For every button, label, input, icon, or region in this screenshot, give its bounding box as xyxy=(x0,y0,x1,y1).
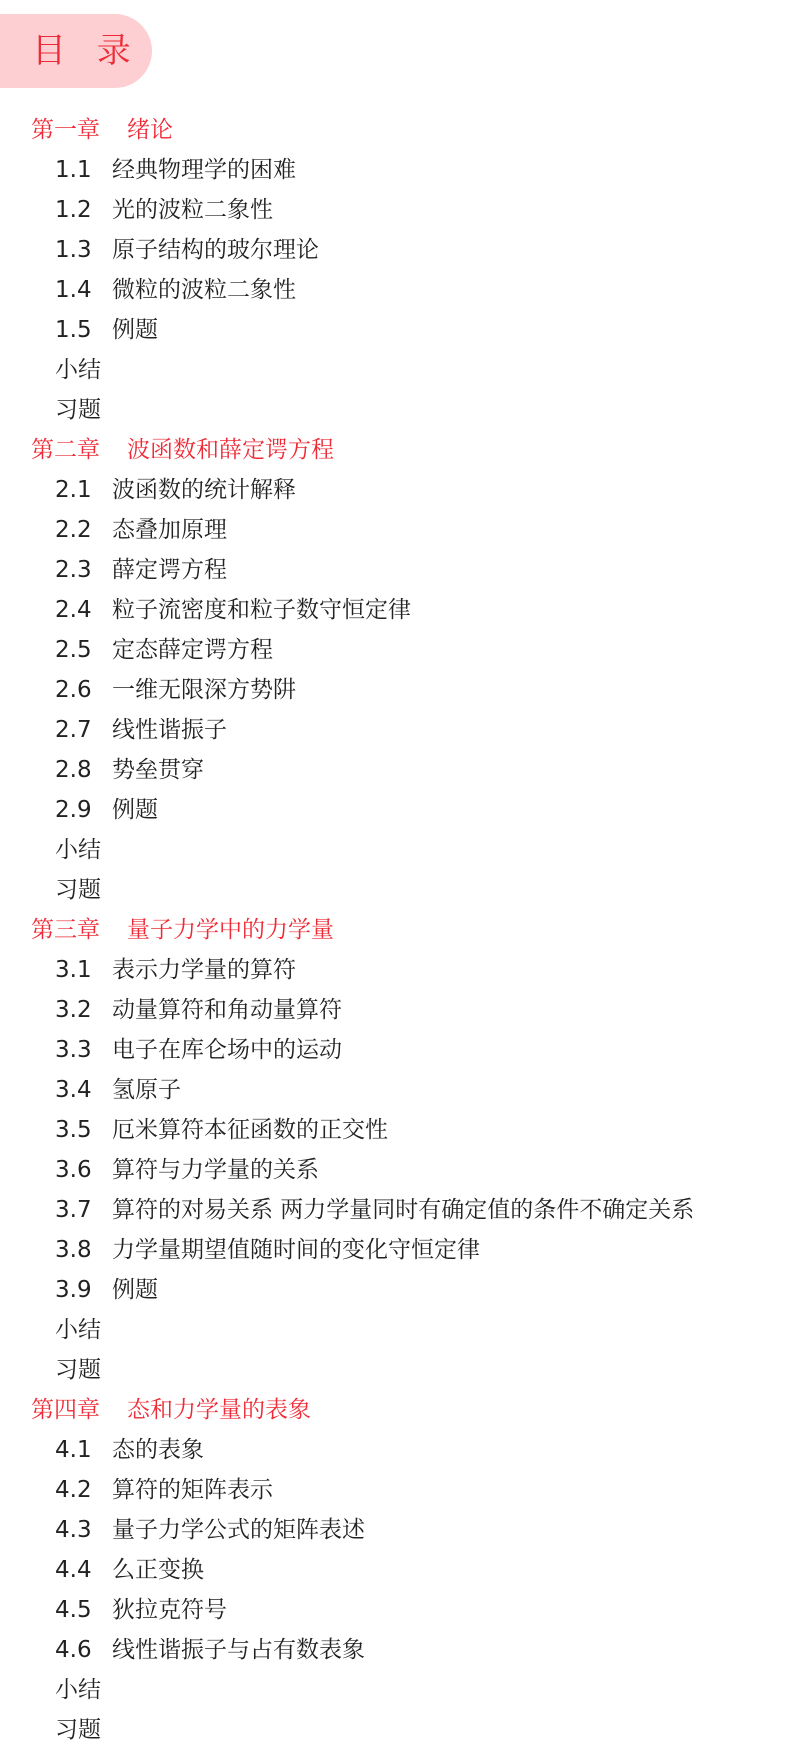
table-of-contents xyxy=(0,110,790,1750)
section-title: 原子结构的玻尔理论 xyxy=(112,237,319,263)
section-title: 定态薛定谔方程 xyxy=(112,637,273,663)
toc-entry[interactable] xyxy=(0,790,790,830)
toc-entry[interactable] xyxy=(0,350,790,390)
section-number: 3.5 xyxy=(55,1117,92,1143)
section-title: 算符与力学量的关系 xyxy=(112,1157,319,1183)
section-number: 4.3 xyxy=(55,1517,92,1543)
section-number: 3.3 xyxy=(55,1037,92,1063)
toc-entry[interactable] xyxy=(0,870,790,910)
section-number: 2.3 xyxy=(55,557,92,583)
section-number: 1.1 xyxy=(55,157,92,183)
section-title: 一维无限深方势阱 xyxy=(112,677,296,703)
section-number: 4.1 xyxy=(55,1437,92,1463)
section-title: 粒子流密度和粒子数守恒定律 xyxy=(112,597,411,623)
section-title: 例题 xyxy=(112,1277,158,1303)
section-number: 4.2 xyxy=(55,1477,92,1503)
chapter-title: 量子力学中的力学量 xyxy=(127,917,334,943)
section-title: 势垒贯穿 xyxy=(112,757,204,783)
section-title: 电子在库仑场中的运动 xyxy=(112,1037,342,1063)
section-number: 3.6 xyxy=(55,1157,92,1183)
chapter-label: 第四章 xyxy=(31,1397,100,1423)
section-number: 3.8 xyxy=(55,1237,92,1263)
section-number: 4.5 xyxy=(55,1597,92,1623)
section-number: 2.8 xyxy=(55,757,92,783)
chapter-title: 绪论 xyxy=(127,117,173,143)
toc-entry[interactable] xyxy=(0,750,790,790)
section-title: 线性谐振子 xyxy=(112,717,227,743)
section-title: 习题 xyxy=(55,397,101,423)
section-title: 小结 xyxy=(55,837,101,863)
section-title: 表示力学量的算符 xyxy=(112,957,296,983)
chapter-label: 第二章 xyxy=(31,437,100,463)
section-number: 3.9 xyxy=(55,1277,92,1303)
section-number: 1.2 xyxy=(55,197,92,223)
toc-entry[interactable] xyxy=(0,550,790,590)
chapter-title: 波函数和薛定谔方程 xyxy=(127,437,334,463)
section-number: 2.1 xyxy=(55,477,92,503)
toc-entry[interactable] xyxy=(0,310,790,350)
chapter-heading[interactable] xyxy=(0,1390,790,1430)
toc-entry[interactable] xyxy=(0,830,790,870)
toc-entry[interactable] xyxy=(0,990,790,1030)
section-title: 习题 xyxy=(55,1357,101,1383)
toc-entry[interactable] xyxy=(0,1710,790,1750)
section-title: 例题 xyxy=(112,317,158,343)
section-number: 2.6 xyxy=(55,677,92,703)
chapter-heading[interactable] xyxy=(0,110,790,150)
toc-entry[interactable] xyxy=(0,1430,790,1470)
section-number: 2.5 xyxy=(55,637,92,663)
toc-entry[interactable] xyxy=(0,1550,790,1590)
toc-entry[interactable] xyxy=(0,1230,790,1270)
section-title: 波函数的统计解释 xyxy=(112,477,296,503)
section-title: 小结 xyxy=(55,1317,101,1343)
chapter-title: 态和力学量的表象 xyxy=(127,1397,311,1423)
section-title: 例题 xyxy=(112,797,158,823)
section-title: 狄拉克符号 xyxy=(112,1597,227,1623)
toc-entry[interactable] xyxy=(0,630,790,670)
section-title: 么正变换 xyxy=(112,1557,204,1583)
section-title: 态叠加原理 xyxy=(112,517,227,543)
toc-entry[interactable] xyxy=(0,1110,790,1150)
toc-entry[interactable] xyxy=(0,150,790,190)
chapter-heading[interactable] xyxy=(0,430,790,470)
section-title: 线性谐振子与占有数表象 xyxy=(112,1637,365,1663)
section-title: 经典物理学的困难 xyxy=(112,157,296,183)
toc-entry[interactable] xyxy=(0,510,790,550)
toc-entry[interactable] xyxy=(0,470,790,510)
toc-entry[interactable] xyxy=(0,1030,790,1070)
chapter-heading[interactable] xyxy=(0,910,790,950)
section-number: 2.9 xyxy=(55,797,92,823)
section-title: 算符的矩阵表示 xyxy=(112,1477,273,1503)
section-number: 2.7 xyxy=(55,717,92,743)
section-title: 习题 xyxy=(55,1717,101,1743)
section-title: 厄米算符本征函数的正交性 xyxy=(112,1117,388,1143)
toc-entry[interactable] xyxy=(0,1310,790,1350)
section-title: 光的波粒二象性 xyxy=(112,197,273,223)
toc-entry[interactable] xyxy=(0,230,790,270)
toc-entry[interactable] xyxy=(0,950,790,990)
section-number: 1.3 xyxy=(55,237,92,263)
section-number: 3.1 xyxy=(55,957,92,983)
chapter-label: 第一章 xyxy=(31,117,100,143)
section-title: 态的表象 xyxy=(112,1437,204,1463)
section-number: 2.2 xyxy=(55,517,92,543)
section-number: 1.5 xyxy=(55,317,92,343)
toc-entry[interactable] xyxy=(0,1190,790,1230)
toc-entry[interactable] xyxy=(0,1350,790,1390)
toc-header-tab xyxy=(0,14,152,88)
chapter-label: 第三章 xyxy=(31,917,100,943)
toc-entry[interactable] xyxy=(0,190,790,230)
section-number: 2.4 xyxy=(55,597,92,623)
toc-title: 目 录 xyxy=(32,31,141,71)
toc-entry[interactable] xyxy=(0,1590,790,1630)
toc-entry[interactable] xyxy=(0,1470,790,1510)
section-number: 3.4 xyxy=(55,1077,92,1103)
toc-entry[interactable] xyxy=(0,1070,790,1110)
section-number: 4.4 xyxy=(55,1557,92,1583)
section-title: 习题 xyxy=(55,877,101,903)
section-number: 3.7 xyxy=(55,1197,92,1223)
section-title: 算符的对易关系 两力学量同时有确定值的条件不确定关系 xyxy=(112,1197,695,1223)
section-title: 微粒的波粒二象性 xyxy=(112,277,296,303)
section-title: 量子力学公式的矩阵表述 xyxy=(112,1517,365,1543)
section-title: 动量算符和角动量算符 xyxy=(112,997,342,1023)
section-title: 薛定谔方程 xyxy=(112,557,227,583)
toc-entry[interactable] xyxy=(0,1630,790,1670)
section-title: 小结 xyxy=(55,357,101,383)
toc-entry[interactable] xyxy=(0,1150,790,1190)
toc-entry[interactable] xyxy=(0,590,790,630)
section-number: 1.4 xyxy=(55,277,92,303)
section-title: 力学量期望值随时间的变化守恒定律 xyxy=(112,1237,480,1263)
toc-entry[interactable] xyxy=(0,1670,790,1710)
section-title: 小结 xyxy=(55,1677,101,1703)
toc-entry[interactable] xyxy=(0,710,790,750)
section-title: 氢原子 xyxy=(112,1077,181,1103)
section-number: 4.6 xyxy=(55,1637,92,1663)
toc-entry[interactable] xyxy=(0,670,790,710)
toc-entry[interactable] xyxy=(0,1270,790,1310)
section-number: 3.2 xyxy=(55,997,92,1023)
toc-entry[interactable] xyxy=(0,270,790,310)
toc-entry[interactable] xyxy=(0,390,790,430)
toc-entry[interactable] xyxy=(0,1510,790,1550)
